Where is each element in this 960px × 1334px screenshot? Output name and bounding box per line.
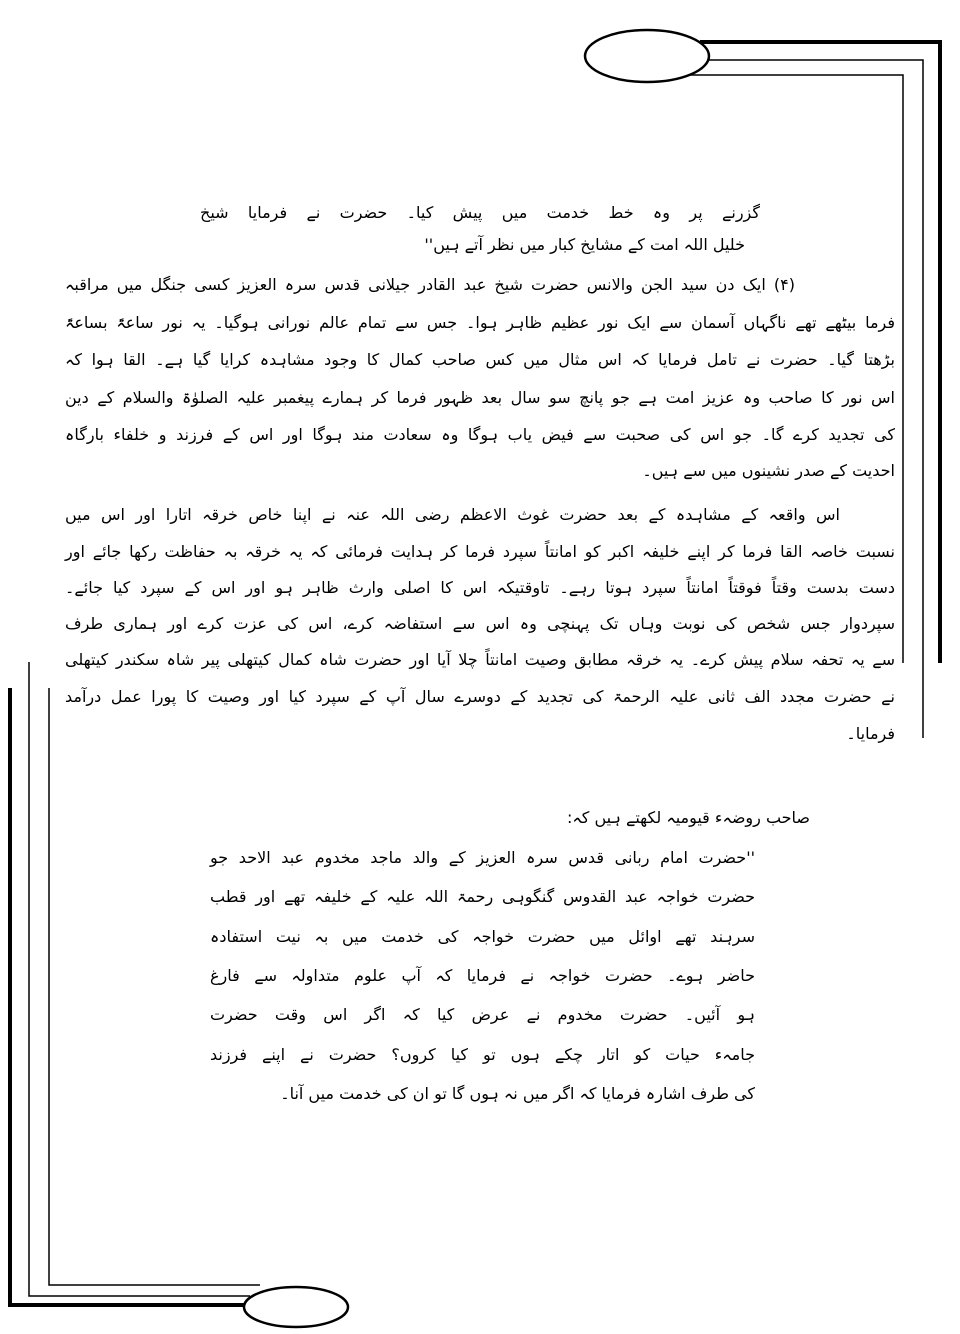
paragraph-line: سپردوار جس شخص کی نوبت وہاں تک پہنچی وہ اس سے استفاضہ کرے، اس کی عزت کرے اور ہماری طرف <box>65 614 895 633</box>
border-line-outer <box>10 688 260 1305</box>
quote-line: جامہء حیات کو اتار چکے ہوں تو کیا کروں؟ حضرت نے اپنے فرزند <box>210 1045 755 1064</box>
quote-line: ہو آئیں۔ حضرت مخدوم نے عرض کیا کہ اگر اس وقت حضرت <box>210 1005 755 1024</box>
paragraph-line: نے حضرت مجدد الف ثانی علیہ الرحمۃ کی تجدید کے دوسرے سال آپ کے سپرد کیا اور وصیت کا پورا عمل درآمد <box>65 687 895 706</box>
quote-line: سرہند تھے اوائل میں حضرت خواجہ کی خدمت میں بہ نیت استفادہ <box>210 927 755 946</box>
paragraph-line: اس نور کا صاحب وہ عزیز امت ہے جو پانچ سو سال بعد ظہور فرما کر ہمارے پیغمبر علیہ الصلوٰۃ والسلام کے دین <box>65 388 895 407</box>
paragraph-line: سے یہ تحفہ سلام پیش کرے۔ یہ خرقہ مطابق وصیت امانتاً چلا آیا اور حضرت شاہ کمال کیتھلی پیر شاہ سکندر کیتھلی <box>65 650 895 669</box>
paragraph-line: فرمایا۔ <box>846 724 895 743</box>
bottom-oval-ornament <box>244 1287 348 1327</box>
paragraph-line: فرما بیٹھے تھے ناگہاں آسمان سے ایک نور عظیم ظاہر ہوا۔ جس سے تمام عالم نورانی ہوگیا۔ یہ نور ساعۃً بساعۃً <box>65 313 895 332</box>
quote-line: ''حضرت امام ربانی قدس سرہ العزیز کے والد ماجد مخدوم عبد الاحد جو <box>210 848 755 867</box>
quote-line: حاضر ہوے۔ حضرت خواجہ نے فرمایا کہ آپ علوم متداولہ سے فارغ <box>210 966 755 985</box>
paragraph-line: کی تجدید کرے گا۔ جو اس کی صحبت سے فیض یاب ہوگا وہ سعادت مند ہوگا اور اس کے فرزند و خلفاء بارگاہ <box>65 425 895 444</box>
paragraph-line: احدیت کے صدر نشینوں میں سے ہیں۔ <box>642 461 895 480</box>
top-oval-ornament <box>585 30 709 82</box>
quote-line: حضرت خواجہ عبد القدوس گنگوہی رحمۃ اللہ علیہ کے خلیفہ تھے اور قطب <box>210 887 755 906</box>
intro-line: خلیل اللہ امت کے مشایخ کبار میں نظر آتے ہیں'' <box>424 235 745 254</box>
paragraph-line: بڑھتا گیا۔ حضرت نے تامل فرمایا کہ اس مثال میں کس صاحب کمال کا وجود مشاہدہ کرایا گیا ہے۔ القا ہوا کہ <box>65 350 895 369</box>
quote-line: کی طرف اشارہ فرمایا کہ اگر میں نہ ہوں گا تو ان کی خدمت میں آنا۔ <box>280 1084 755 1103</box>
paragraph-line: (۴) ایک دن سید الجن والانس حضرت شیخ عبد القادر جیلانی قدس سرہ العزیز کسی جنگل میں مراقبہ <box>65 275 795 294</box>
quote-intro: صاحب روضہء قیومیہ لکھتے ہیں کہ: <box>567 808 810 827</box>
bottom-left-border <box>10 662 348 1327</box>
intro-line: گزرنے پر وہ خط خدمت میں پیش کیا۔ حضرت نے فرمایا شیخ <box>200 203 760 222</box>
paragraph-line: دست بدست وقتاً فوقتاً امانتاً سپرد ہوتا رہے۔ تاوقتیکہ اس کا اصلی وارث ظاہر ہو اور اس کے سپرد کیا جائے۔ <box>65 578 895 597</box>
paragraph-line: نسبت خاصہ القا فرما کر اپنے خلیفہ اکبر کو امانتاً سپرد فرما کر ہدایت فرمائی کہ یہ خرقہ بہ حفاظت رکھا جائے اور <box>65 542 895 561</box>
paragraph-line: اس واقعہ کے مشاہدہ کے بعد حضرت غوث الاعظم رضی اللہ عنہ نے اپنا خاص خرقہ اتارا اور اس میں <box>65 505 840 524</box>
